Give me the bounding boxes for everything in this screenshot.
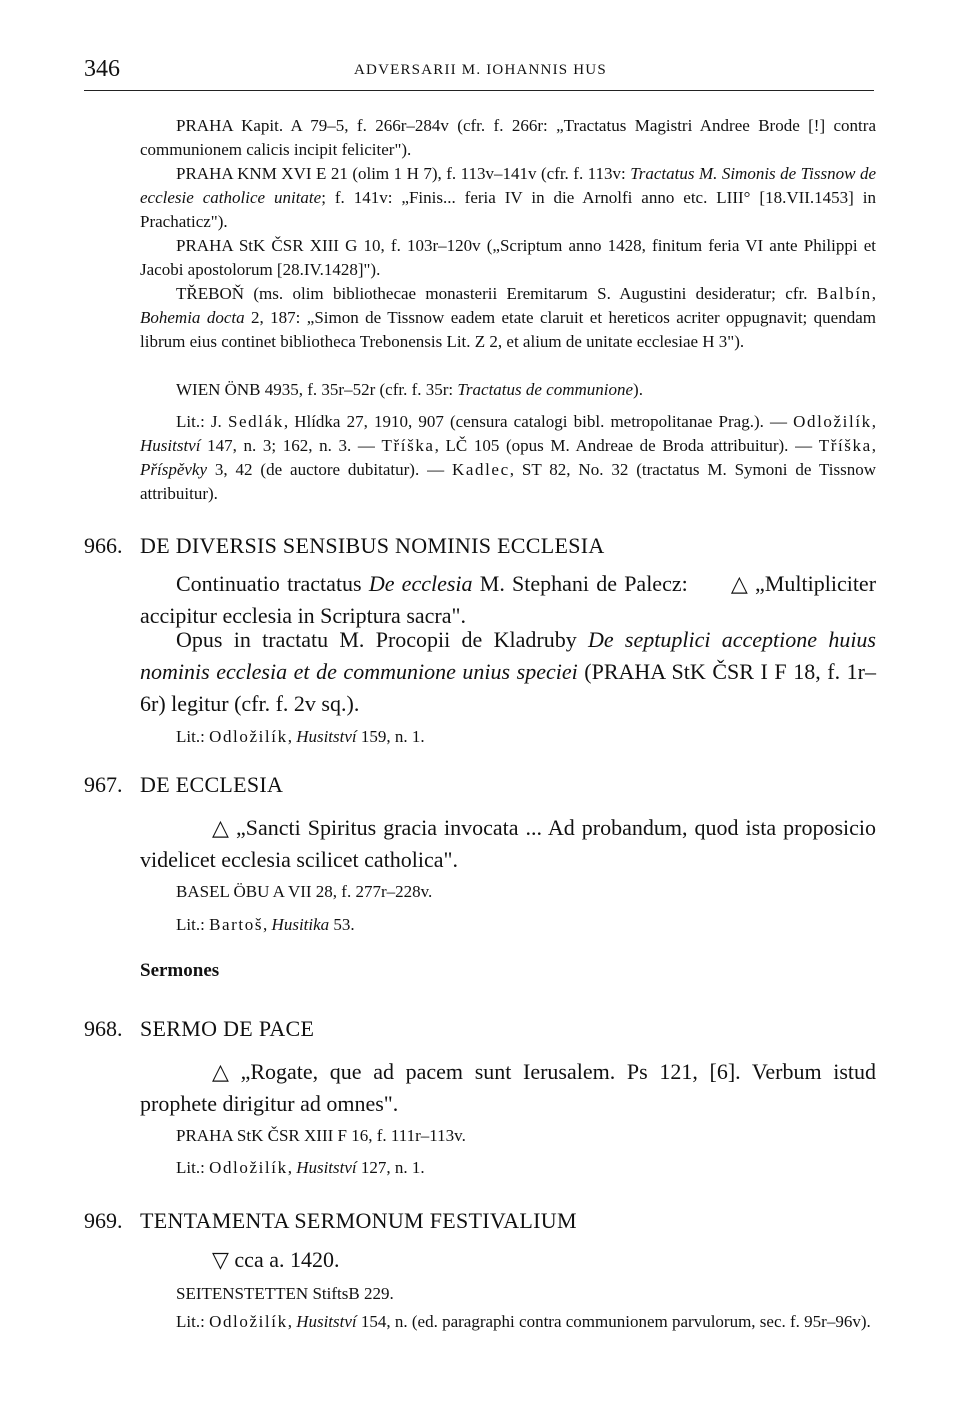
literature-note (140, 410, 876, 506)
text-run: Balbín (816, 284, 872, 303)
text-run: cca a. 1420. (228, 1247, 340, 1272)
entry-text (140, 812, 876, 876)
text-run: Bohemia docta (140, 308, 245, 327)
text-run: Odložilík (793, 412, 872, 431)
text-run: „Multipliciter accipitur ecclesia in Scriptura sacra". (140, 571, 877, 628)
text-run: Husitství (140, 436, 201, 455)
text-run: BASEL ÖBU A VII 28, f. 277r–228v. (176, 882, 433, 901)
entry-text (140, 1244, 876, 1276)
text-run: PRAHA StK ČSR XIII G 10, f. 103r–120v („Scriptum anno 1428, finitum feria VI ante Philippi et Jacobi apostolorum [28.IV.1428]"). (140, 236, 876, 279)
entry-title: SERMO DE PACE (140, 1016, 315, 1041)
entry-title: DE ECCLESIA (140, 772, 284, 797)
text-run: Husitství (296, 1158, 357, 1177)
manuscript-reference (140, 1124, 876, 1148)
text-run: Odložilík (209, 727, 288, 746)
manuscript-trebon (140, 282, 876, 354)
text-run: WIEN ÖNB 4935, f. 35r–52r (cfr. f. 35r: (176, 380, 458, 399)
text-run: , (871, 412, 876, 431)
text-run: , (871, 436, 876, 455)
manuscript-wien (140, 378, 876, 402)
text-run: Bartoš (209, 915, 264, 934)
triangle-down-icon: ▽ (212, 1247, 229, 1272)
text-run: PRAHA StK ČSR XIII F 16, f. 111r–113v. (176, 1126, 466, 1145)
text-run: 147, n. 3; 162, n. 3. — (200, 436, 382, 455)
literature-note (140, 725, 876, 749)
text-run: „Sancti Spiritus gracia invocata ... Ad probandum, quod ista proposicio videlicet ecclesia scilicet catholica". (140, 815, 876, 872)
text-run: Kadlec (451, 460, 510, 479)
text-run: Husitika (271, 915, 330, 934)
text-run: Lit.: (176, 915, 210, 934)
entry-number: 966. (84, 533, 123, 558)
manuscript-praha-kapit (140, 114, 876, 162)
page-number: 346 (84, 56, 120, 82)
text-run: , ST 82, No. 32 (tractatus M. Symoni de Tissnow attribuitur). (140, 460, 877, 503)
text-run: , (871, 284, 876, 303)
entry-number: 968. (84, 1016, 123, 1041)
text-run: (PRAHA StK ČSR I F 18, f. 1r–6r) legitur (cfr. f. 2v sq.). (140, 659, 876, 716)
entry-title: TENTAMENTA SERMONUM FESTIVALIUM (140, 1208, 577, 1233)
text-run: , (287, 1158, 297, 1177)
triangle-up-icon: △ (212, 815, 229, 840)
text-run: Husitství (296, 1312, 357, 1331)
literature-note (140, 913, 876, 937)
text-run: „Rogate, que ad pacem sunt Ierusalem. Ps 121, [6]. Verbum istud prophete dirigitur ad omnes". (140, 1059, 876, 1116)
text-run: ; f. 141v: „Finis... feria IV in die Arnolfi anno etc. LIII° [18.VII.1453] in Prachaticz"). (140, 188, 876, 231)
text-run: 2, 187: „Simon de Tissnow eadem etate claruit et hereticos acriter oppugnavit; quendam librum eius continet bibliotheca Trebonensis Lit. Z 2, et alium de unitate ecclesiae H 3"). (140, 308, 876, 351)
text-run: Lit.: (176, 1312, 210, 1331)
text-run: M. Stephani de Palecz: (472, 571, 695, 596)
manuscript-praha-knm (140, 162, 876, 234)
triangle-up-icon: △ (212, 1059, 229, 1084)
entry-text (140, 568, 876, 632)
text-run: Lit.: (176, 1158, 210, 1177)
text-run: Sedlák (227, 412, 284, 431)
entry-number: 969. (84, 1208, 123, 1233)
text-run: 3, 42 (de auctore dubitatur). — (207, 460, 452, 479)
entry-title: DE DIVERSIS SENSIBUS NOMINIS ECCLESIA (140, 533, 605, 558)
manuscript-reference (140, 1282, 876, 1306)
manuscript-reference (140, 880, 876, 904)
text-run: Příspěvky (140, 460, 208, 479)
text-run: Lit.: (176, 727, 210, 746)
text-run: Continuatio tractatus (176, 571, 369, 596)
text-run: , (287, 1312, 297, 1331)
text-run: PRAHA KNM XVI E 21 (olim 1 H 7), f. 113v–141v (cfr. f. 113v: (176, 164, 631, 183)
entry-number: 967. (84, 772, 123, 797)
running-title: ADVERSARII M. IOHANNIS HUS (354, 62, 607, 78)
text-run: 159, n. 1. (356, 727, 425, 746)
section-heading: Sermones (140, 960, 220, 981)
text-run: Tractatus M. Simonis de Tissnow de ecclesie catholice unitate (140, 164, 876, 207)
manuscript-praha-stk (140, 234, 876, 282)
text-run: , LČ 105 (opus M. Andreae de Broda attribuitur). — (434, 436, 819, 455)
text-run: Odložilík (209, 1312, 288, 1331)
entry-text (140, 624, 876, 720)
literature-note (140, 1156, 876, 1180)
text-run: PRAHA Kapit. A 79–5, f. 266r–284v (cfr. f. 266r: „Tractatus Magistri Andree Brode [!] contra communionem calicis incipit feliciter"). (140, 116, 876, 159)
text-run: ). (633, 380, 643, 399)
page-header (84, 56, 874, 91)
text-run: Odložilík (209, 1158, 288, 1177)
text-run: , (287, 727, 297, 746)
text-run: Husitství (296, 727, 357, 746)
text-run: , Hlídka 27, 1910, 907 (censura catalogi bibl. metropolitanae Prag.). — (283, 412, 794, 431)
text-run: 127, n. 1. (356, 1158, 425, 1177)
text-run: 154, n. (ed. paragraphi contra communionem parvulorum, sec. f. 95r–96v). (356, 1312, 871, 1331)
text-run: SEITENSTETTEN StiftsB 229. (176, 1284, 394, 1303)
text-run: Tractatus de communione (457, 380, 634, 399)
text-run: TŘEBOŇ (ms. olim bibliothecae monasterii Eremitarum S. Augustini desideratur; cfr. (176, 284, 817, 303)
literature-note (140, 1310, 876, 1334)
text-run: 53. (329, 915, 355, 934)
entry-text (140, 1056, 876, 1120)
text-run: , (263, 915, 272, 934)
text-run: Tříška (381, 436, 435, 455)
text-run: Opus in tractatu M. Procopii de Kladruby (176, 627, 588, 652)
text-run: Lit.: J. (176, 412, 228, 431)
text-run: De ecclesia (368, 571, 473, 596)
text-run: Tříška (818, 436, 872, 455)
text-run: De septuplici acceptione huius nominis ecclesia et de communione unius speciei (140, 627, 876, 684)
triangle-up-icon: △ (730, 571, 748, 596)
